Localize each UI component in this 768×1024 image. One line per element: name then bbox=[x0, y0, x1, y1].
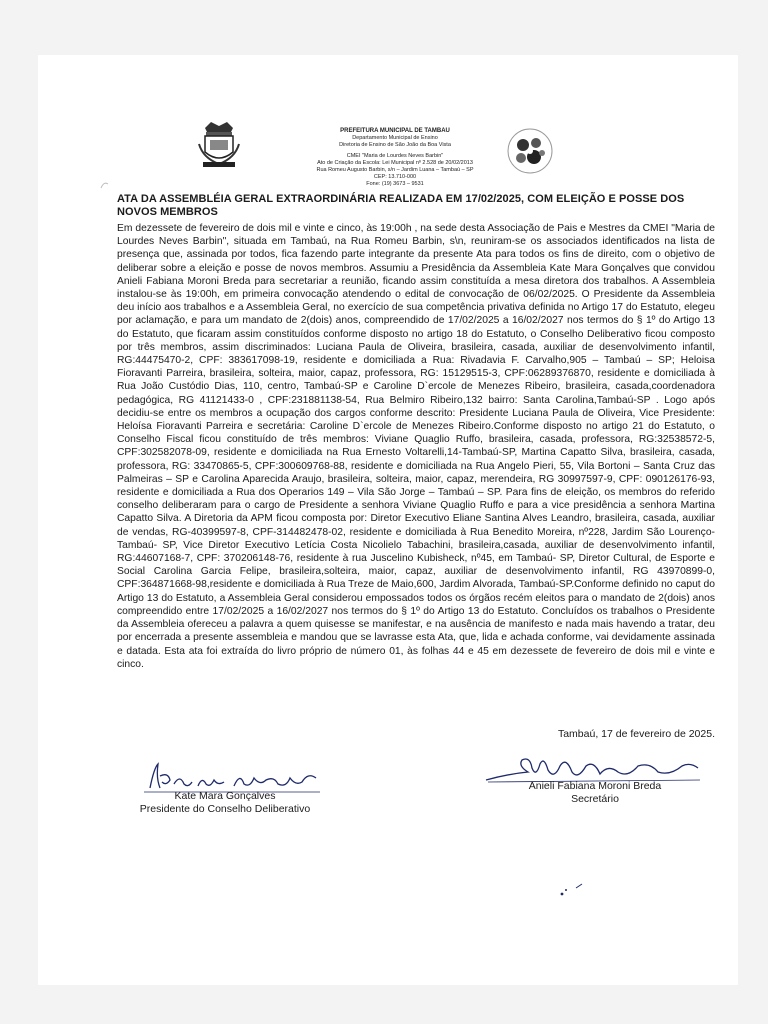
minutes-body: Em dezessete de fevereiro de dois mil e vinte e cinco, às 19:00h , na sede desta Associação de Pais e Mestres da CMEI "Maria de Lourdes Neves Barbin", situada em Tambaú, na Rua Romeu Barbin, s\n, reuniram-se os associados identificados na lista de presença que, assinada por todos, fica fazendo parte integrante da presente Ata para todos os fins de direito, com o objetivo de deliberar sobre a eleição e posse de novos membros. Assumiu a Presidência da Assembleia Kate Mara Gonçalves que convidou Anieli Fabiana Moroni Breda para secretariar a reunião, ficando assim constituída a mesa diretora dos trabalhos. A Assembleia instalou-se às 19:00h, em primeira convocação atendendo o edital de convocação de 06/02/2025. O Presidente da Assembleia deu início aos trabalhos e a Assembleia Geral, no exercício de sua competência privativa definida no Artigo 17 do Estatuto, elegeu por aclamação, e para um mandato de 2(dois) anos, compreendido de 17/02/2025 a 16/02/2027 nos termos do § 1º do Artigo 13 do Estatuto, que ficaram assim constituídos conforme disposto no artigo 18 do Estatuto, o Conselho Deliberativo ficou composto por três membros, assim discriminados: Luciana Paula de Oliveira, brasileira, casada, auxiliar de desenvolvimento infantil, RG:44475470-2, CPF: 383617098-19, residente e domiciliada a Rua: Rivadavia F. Carvalho,905 – Tambaú – SP; Heloisa Fioravanti Parreira, brasileira, solteira, maior, capaz, professora, RG: 15129515-3, CPF:06289376870, residente e domiciliada à Rua João Custódio Dias, 110, centro, Tambaú-SP e Caroline D`ercole de Menezes Ribeiro, brasileira, casada,coordenadora pedagógica, RG 41121433-0 , CPF:231881138-54, Rua Belmiro Ribeiro,132 bairro: Santa Carolina,Tambaú-SP . Logo após decidiu-se entre os membros a ocupação dos cargos conforme descrito: Presidente Luciana Paula de Oliveira, Vice Presidente: Heloísa Fioravanti Parreira e secretária: Caroline D`ercole de Menezes Ribeiro.Conforme disposto no artigo 21 do Estatuto, o Conselho Fiscal ficou constituído de três membros: Viviane Quaglio Ruffo, brasileira, casada, professora, RG:32538572-5, CPF:302582078-09, residente e domiciliada na Rua Ernesto Voltarelli,14-Tambaú-SP, Martina Capatto Silva, brasileira, casada, professora, RG: 33470865-5, CPF:300609768-88, residente e domiciliada na Rua Angelo Pieri, 55, Vila Bortoni – Santa Cruz das Palmeiras – SP e Carolina Aparecida Araujo, brasileira, solteira, maior, capaz, merendeira, RG 30997597-9, CPF: 090126176-93, residente e domiciliada a Rua dos Operarios 149 – Vila São Jorge – Tambaú – SP. Para fins de eleição, os membros do referido conselho deliberaram para o cargo de Presidente a senhora Viviane Quaglio Ruffo e para a vice presidência a senhora Martina Capatto Silva. A Diretoria da APM ficou composta por: Diretor Executivo Eliane Santina Alves Leandro, brasileira, casada, auxiliar de vendas, RG-40399597-8, CPF-314482478-02, residente e domiciliada à Rua Benedito Moreira, nº228, Jardim São Lourenço- Tambaú- SP, Vice Diretor Executivo Letícia Costa Nicolielo Tabachini, brasileira,casada, auxiliar de desenvolvimento infantil, RG:44607168-7, CPF: 370206148-76, residente à rua Juscelino Kubisheck, nº45, em Tambaú- SP, Diretor Cultural, de Esporte e Social Carolina Garcia Felipe, brasileira,solteira, maior, capaz, auxiliar de desenvolvimento infantil, RG 43970899-0, CPF:364871668-98,residente e domiciliada à Rua Treze de Maio,600, Jardim Alvorada, Tambaú-SP.Conforme definido no caput do Artigo 13 do Estatuto, a Assembleia Geral considerou empossados todos os órgãos recém eleitos para o mandato de 2(dois) anos compreendido entre 17/02/2025 a 16/02/2027 nos termos do § 1º do Artigo 13 do Estatuto. Concluídos os trabalhos o Presidente da Assembleia ofereceu a palavra a quem quisesse se manifestar, e na ausência de manifesto e nada mais havendo a tratar, deu por encerrada a presente assembleia e mandou que se lavrasse esta Ata, que, lida e achada conforme, vai devidamente assinada e datada. Esta ata foi extraída do livro próprio de número 01, às folhas 44 e 45 em dezessete de fevereiro de dois mil e vinte e cinco. bbox=[117, 223, 715, 670]
date-line: Tambaú, 17 de fevereiro de 2025. bbox=[557, 728, 715, 740]
letterhead-line-4: CMEI "Maria de Lourdes Neves Barbin" bbox=[346, 153, 444, 159]
signature-block-right bbox=[480, 780, 710, 806]
letterhead-line-8: Fone: (19) 3673 – 9531 bbox=[366, 181, 424, 187]
stray-mark-icon bbox=[98, 178, 112, 192]
letterhead-line-5: Ato de Criação da Escola: Lei Municipal nº 2.528 de 20/02/2013 bbox=[317, 160, 473, 166]
document-title: ATA DA ASSEMBLÉIA GERAL EXTRAORDINÁRIA REALIZADA EM 17/02/2025, COM ELEIÇÃO E POSSE DOS NOVOS MEMBROS bbox=[117, 193, 685, 218]
signatory-name-left: Kate Mara Gonçalves bbox=[174, 790, 276, 802]
letterhead-line-6: Rua Romeu Augusto Barbin, s/n – Jardim Luana – Tambaú – SP bbox=[316, 167, 474, 173]
letterhead-line-2: Departamento Municipal de Ensino bbox=[352, 135, 438, 141]
municipal-crest-icon bbox=[197, 118, 241, 170]
signatory-role-right: Secretário bbox=[571, 793, 619, 805]
signatory-name-right: Anieli Fabiana Moroni Breda bbox=[528, 780, 662, 792]
letterhead-line-1: PREFEITURA MUNICIPAL DE TAMBAU bbox=[340, 128, 450, 134]
ink-dots-icon bbox=[558, 880, 588, 900]
signature-block-left bbox=[120, 790, 330, 816]
letterhead-line-3: Diretoria de Ensino de São João da Boa Vista bbox=[339, 142, 451, 148]
letterhead-line-7: CEP: 13.710-000 bbox=[373, 174, 417, 180]
signatory-role-left: Presidente do Conselho Deliberativo bbox=[139, 803, 311, 815]
school-logo-icon bbox=[506, 127, 554, 175]
letterhead bbox=[300, 128, 490, 188]
